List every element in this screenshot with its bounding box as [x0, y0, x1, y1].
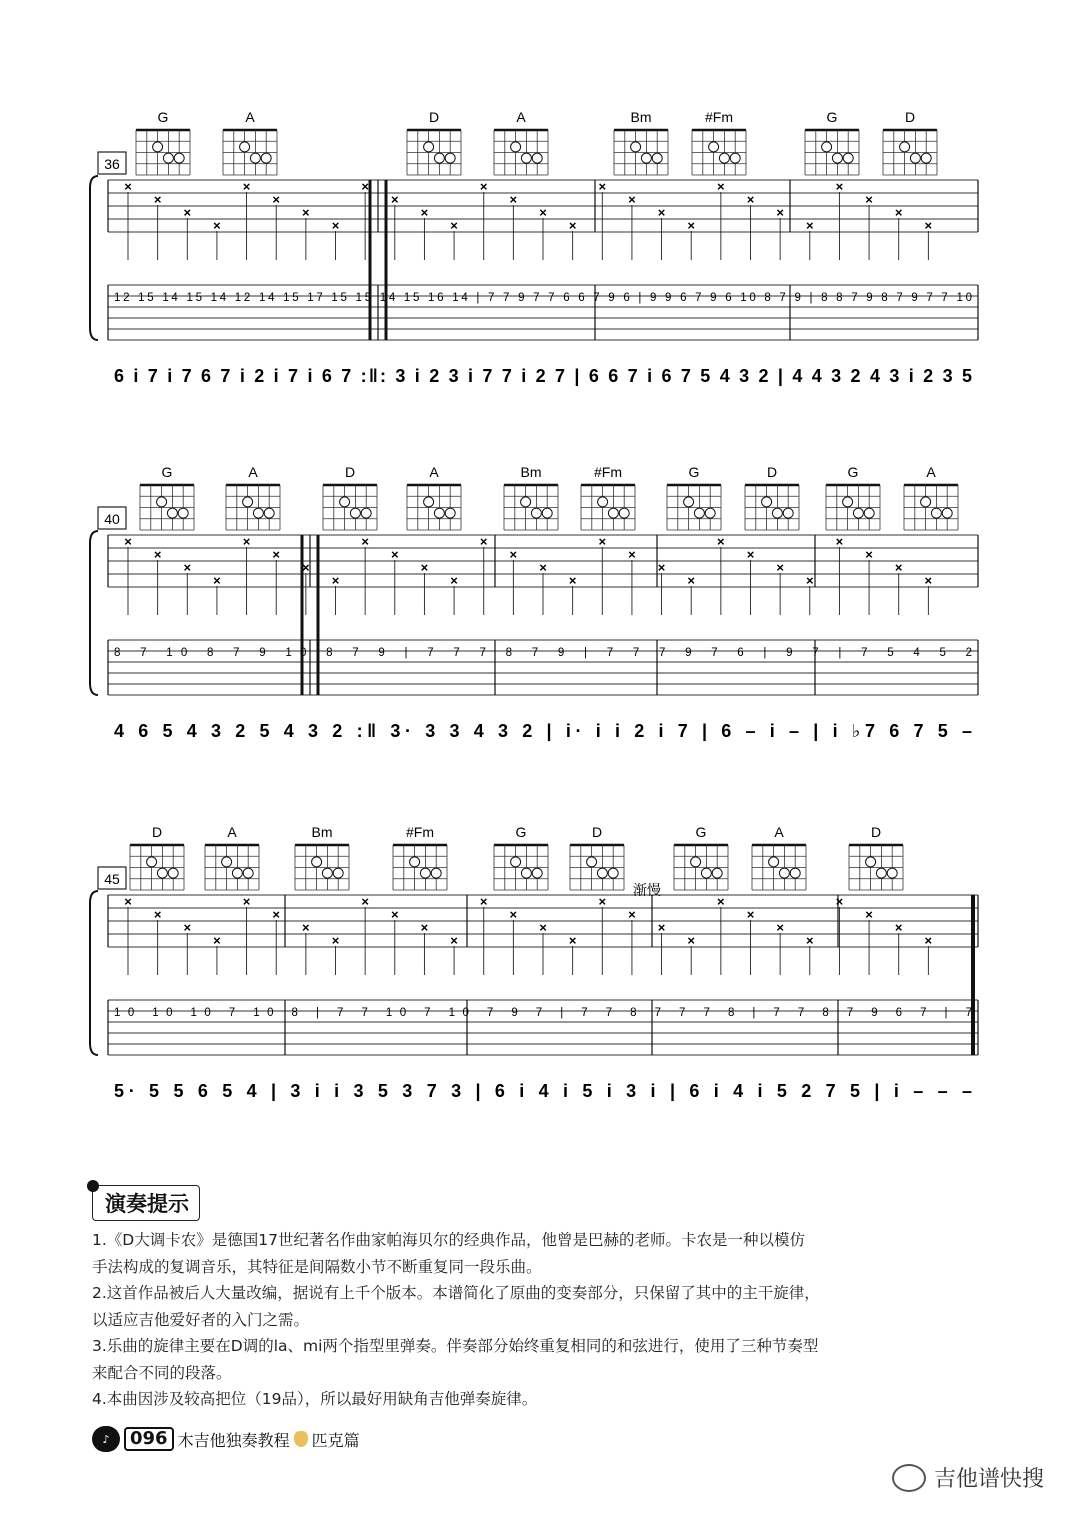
rhythm-notehead: ×: [420, 205, 429, 220]
rhythm-notehead: ×: [420, 560, 429, 575]
finger-dot: [153, 142, 163, 152]
chord-name: Bm: [520, 464, 542, 480]
chord-diagram: [130, 824, 184, 890]
tips-line: 2.这首作品被后人大量改编，据说有上千个版本。本谱简化了原曲的变奏部分，只保留了其中的主干旋律，: [92, 1284, 820, 1302]
chord-diagram: [295, 824, 349, 890]
rhythm-notehead: ×: [805, 573, 814, 588]
rhythm-notehead: ×: [717, 179, 725, 194]
chord-name: D: [870, 824, 882, 840]
rhythm-notehead: ×: [717, 534, 725, 549]
finger-dot: [445, 153, 455, 163]
finger-dot: [240, 142, 250, 152]
chord-name: A: [774, 824, 784, 840]
rhythm-notehead: ×: [687, 218, 696, 233]
chord-diagram: [494, 109, 548, 175]
tips-title: 演奏提示: [92, 1185, 200, 1221]
finger-dot: [597, 868, 607, 878]
finger-dot: [157, 868, 167, 878]
chord-diagram: [205, 824, 259, 890]
tips-line: 手法构成的复调音乐，其特征是间隔数小节不断重复同一段乐曲。: [92, 1257, 542, 1276]
rhythm-notehead: ×: [539, 560, 547, 575]
finger-dot: [853, 508, 863, 518]
rhythm-notehead: ×: [598, 894, 607, 909]
finger-dot: [253, 508, 263, 518]
chord-name: G: [515, 824, 527, 840]
chord-diagram: [692, 109, 746, 175]
rhythm-notehead: ×: [153, 547, 162, 562]
chord-name: G: [826, 109, 838, 125]
finger-dot: [783, 508, 793, 518]
tips-line: 4.本曲因涉及较高把位（19品），所以最好用缺角吉他弹奏旋律。: [92, 1390, 538, 1408]
finger-dot: [694, 508, 704, 518]
finger-dot: [900, 142, 910, 152]
chord-name: #Fm: [406, 824, 434, 840]
system: [90, 109, 978, 386]
chord-name: D: [591, 824, 603, 840]
system-brace: [90, 531, 98, 695]
rhythm-notehead: ×: [272, 907, 281, 922]
rhythm-notehead: ×: [924, 218, 933, 233]
finger-dot: [340, 497, 350, 507]
chord-diagram: [752, 824, 806, 890]
finger-dot: [779, 868, 789, 878]
chord-name: G: [847, 464, 859, 480]
chord-diagram: [581, 464, 635, 530]
finger-dot: [942, 508, 952, 518]
rhythm-notehead: ×: [746, 192, 755, 207]
finger-dot: [361, 508, 371, 518]
rhythm-notehead: ×: [598, 534, 607, 549]
rhythm-notehead: ×: [124, 894, 132, 909]
chord-diagram: [745, 464, 799, 530]
finger-dot: [350, 508, 360, 518]
chord-name: A: [926, 464, 936, 480]
finger-dot: [445, 508, 455, 518]
chord-diagram: [805, 109, 859, 175]
rhythm-notehead: ×: [894, 205, 903, 220]
performance-tips: [92, 1185, 992, 1413]
rhythm-notehead: ×: [865, 547, 873, 562]
rhythm-notehead: ×: [805, 933, 814, 948]
finger-dot: [243, 868, 253, 878]
rhythm-notehead: ×: [924, 573, 933, 588]
chord-diagram: [407, 109, 461, 175]
rhythm-notehead: ×: [776, 920, 784, 935]
rhythm-notehead: ×: [390, 192, 399, 207]
wechat-icon: [892, 1464, 926, 1492]
finger-dot: [931, 508, 941, 518]
finger-dot: [532, 153, 542, 163]
rhythm-notehead: ×: [272, 192, 281, 207]
chord-diagram: [904, 464, 958, 530]
finger-dot: [910, 153, 920, 163]
chord-diagram: [826, 464, 880, 530]
finger-dot: [174, 153, 184, 163]
finger-dot: [167, 508, 177, 518]
rhythm-notehead: ×: [361, 179, 369, 194]
rhythm-notehead: ×: [924, 933, 933, 948]
guitar-logo-icon: ♪: [92, 1426, 120, 1452]
rhythm-notehead: ×: [687, 933, 696, 948]
chord-diagram: [223, 109, 277, 175]
chord-diagram: [393, 824, 447, 890]
system-brace: [90, 891, 98, 1055]
chord-diagram: [226, 464, 280, 530]
rhythm-notehead: ×: [124, 534, 132, 549]
finger-dot: [608, 868, 618, 878]
rhythm-notehead: ×: [361, 534, 369, 549]
rhythm-notehead: ×: [479, 179, 488, 194]
finger-dot: [684, 497, 694, 507]
finger-dot: [587, 857, 597, 867]
finger-dot: [709, 142, 719, 152]
chord-name: Bm: [630, 109, 652, 125]
rhythm-notehead: ×: [894, 560, 903, 575]
rhythm-notehead: ×: [213, 933, 221, 948]
rhythm-notehead: ×: [628, 547, 636, 562]
rhythm-notehead: ×: [272, 547, 281, 562]
rhythm-notehead: ×: [242, 534, 251, 549]
finger-dot: [730, 153, 740, 163]
chord-diagram: [494, 824, 548, 890]
finger-dot: [631, 142, 641, 152]
finger-dot: [790, 868, 800, 878]
rhythm-notehead: ×: [390, 907, 399, 922]
rhythm-notehead: ×: [568, 933, 577, 948]
finger-dot: [250, 153, 260, 163]
finger-dot: [719, 153, 729, 163]
system: [90, 824, 978, 1101]
finger-dot: [322, 868, 332, 878]
page-footer: [92, 1426, 360, 1452]
rhythm-notehead: ×: [746, 547, 755, 562]
chord-diagram: [504, 464, 558, 530]
rhythm-notehead: ×: [450, 573, 458, 588]
tab-numbers: 12 15 14 15 14 12 14 15 17 15 15 14 15 16 14 | 7 7 9 7 7 6 6 7 9 6 | 9 9 6 7 9 6 10 8 7 9 | 8 8 7 9 8 7 9 7 7 10: [114, 292, 973, 304]
rhythm-notehead: ×: [331, 218, 340, 233]
finger-dot: [531, 508, 541, 518]
finger-dot: [712, 868, 722, 878]
rhythm-notehead: ×: [450, 933, 458, 948]
chord-name: A: [227, 824, 237, 840]
finger-dot: [147, 857, 157, 867]
chord-name: A: [245, 109, 255, 125]
rhythm-notehead: ×: [242, 179, 251, 194]
chord-diagram: [674, 824, 728, 890]
rhythm-notehead: ×: [657, 920, 666, 935]
rhythm-notehead: ×: [361, 894, 369, 909]
finger-dot: [921, 153, 931, 163]
finger-dot: [762, 497, 772, 507]
rhythm-notehead: ×: [183, 205, 192, 220]
chord-diagram: [323, 464, 377, 530]
finger-dot: [261, 153, 271, 163]
chord-name: D: [428, 109, 440, 125]
finger-dot: [542, 508, 552, 518]
tips-line: 来配合不同的段落。: [92, 1363, 232, 1382]
chord-name: G: [157, 109, 169, 125]
finger-dot: [521, 153, 531, 163]
finger-dot: [178, 508, 188, 518]
finger-dot: [168, 868, 178, 878]
measure-number: 36: [104, 156, 120, 172]
finger-dot: [864, 508, 874, 518]
finger-dot: [652, 153, 662, 163]
finger-dot: [264, 508, 274, 518]
chord-diagram: [140, 464, 194, 530]
rhythm-notehead: ×: [213, 573, 221, 588]
rhythm-notehead: ×: [302, 205, 310, 220]
chord-name: G: [161, 464, 173, 480]
rhythm-notehead: ×: [657, 560, 666, 575]
system-brace: [90, 176, 98, 340]
rhythm-notehead: ×: [835, 534, 844, 549]
rhythm-notehead: ×: [331, 573, 340, 588]
measure-number: 40: [104, 511, 120, 527]
chord-name: D: [766, 464, 778, 480]
rhythm-notehead: ×: [746, 907, 755, 922]
finger-dot: [434, 508, 444, 518]
rhythm-notehead: ×: [865, 192, 873, 207]
rhythm-notehead: ×: [509, 192, 518, 207]
numbered-notation: 6 i 7 i 7 6 7 i 2 i 7 i 6 7 :‖: 3 i 2 3 i 7 7 i 2 7 | 6 6 7 i 6 7 5 4 3 2 | 4 4 3 2 4 3 i 2 3 5: [114, 366, 973, 386]
finger-dot: [434, 153, 444, 163]
finger-dot: [521, 868, 531, 878]
chord-name: D: [151, 824, 163, 840]
rhythm-notehead: ×: [450, 218, 458, 233]
finger-dot: [921, 497, 931, 507]
numbered-notation: 5· 5 5 6 5 4 | 3 i i 3 5 3 7 3 | 6 i 4 i 5 i 3 i | 6 i 4 i 5 2 7 5 | i – – –: [114, 1081, 973, 1101]
rhythm-notehead: ×: [776, 560, 784, 575]
finger-dot: [701, 868, 711, 878]
tips-line: 以适应吉他爱好者的入门之需。: [92, 1310, 310, 1329]
numbered-notation: 4 6 5 4 3 2 5 4 3 2 :‖ 3· 3 3 4 3 2 | i· i i 2 i 7 | 6 – i – | i ♭7 6 7 5 –: [114, 721, 972, 741]
tips-line: 3.乐曲的旋律主要在D调的la、mi两个指型里弹奏。伴奏部分始终重复相同的和弦进行，使用了三种节奏型: [92, 1337, 819, 1355]
rhythm-notehead: ×: [153, 192, 162, 207]
rhythm-notehead: ×: [805, 218, 814, 233]
measure-number: 45: [104, 871, 120, 887]
watermark: [892, 1462, 1044, 1493]
finger-dot: [822, 142, 832, 152]
finger-dot: [641, 153, 651, 163]
finger-dot: [163, 153, 173, 163]
rhythm-notehead: ×: [390, 547, 399, 562]
chord-name: #Fm: [594, 464, 622, 480]
rhythm-notehead: ×: [213, 218, 221, 233]
chord-name: Bm: [311, 824, 333, 840]
finger-dot: [691, 857, 701, 867]
finger-dot: [876, 868, 886, 878]
rhythm-notehead: ×: [509, 547, 518, 562]
finger-dot: [598, 497, 608, 507]
finger-dot: [511, 142, 521, 152]
chord-name: A: [516, 109, 526, 125]
finger-dot: [424, 497, 434, 507]
rhythm-notehead: ×: [302, 560, 310, 575]
rhythm-notehead: ×: [628, 192, 636, 207]
tab-numbers: 10 10 10 7 10 8 | 7 7 10 7 10 7 9 7 | 7 7 8 7 7 7 8 | 7 7 8 7 9 6 7 | 7: [114, 1007, 972, 1019]
rhythm-notehead: ×: [568, 573, 577, 588]
rhythm-notehead: ×: [153, 907, 162, 922]
finger-dot: [705, 508, 715, 518]
finger-dot: [243, 497, 253, 507]
page-number: 096: [124, 1427, 174, 1451]
finger-dot: [608, 508, 618, 518]
rhythm-notehead: ×: [717, 894, 725, 909]
finger-dot: [619, 508, 629, 518]
book-subtitle: 匹克篇: [311, 1430, 360, 1450]
watermark-text: 吉他谱快搜: [933, 1467, 1044, 1492]
rhythm-notehead: ×: [331, 933, 340, 948]
finger-dot: [410, 857, 420, 867]
rhythm-notehead: ×: [124, 179, 132, 194]
finger-dot: [431, 868, 441, 878]
finger-dot: [532, 868, 542, 878]
rhythm-notehead: ×: [479, 894, 488, 909]
chord-name: A: [248, 464, 258, 480]
rhythm-notehead: ×: [687, 573, 696, 588]
ritardando-mark: 渐慢: [633, 882, 661, 898]
rhythm-notehead: ×: [628, 907, 636, 922]
finger-dot: [772, 508, 782, 518]
tab-numbers: 8 7 10 8 7 9 10 8 7 9 | 7 7 7 8 7 9 | 7 7 7 9 7 6 | 9 7 | 7 5 4 5 2: [114, 647, 973, 659]
chord-diagram: [570, 824, 624, 890]
finger-dot: [222, 857, 232, 867]
chord-name: G: [688, 464, 700, 480]
rhythm-notehead: ×: [183, 560, 192, 575]
pick-icon: [294, 1431, 308, 1447]
chord-diagram: [136, 109, 190, 175]
book-title: 木吉他独奏教程: [177, 1430, 290, 1450]
chord-name: #Fm: [705, 109, 733, 125]
rhythm-notehead: ×: [835, 179, 844, 194]
rhythm-notehead: ×: [894, 920, 903, 935]
finger-dot: [843, 153, 853, 163]
chord-name: A: [429, 464, 439, 480]
finger-dot: [420, 868, 430, 878]
finger-dot: [511, 857, 521, 867]
finger-dot: [424, 142, 434, 152]
chord-diagram: [849, 824, 903, 890]
rhythm-notehead: ×: [598, 179, 607, 194]
rhythm-notehead: ×: [776, 205, 784, 220]
chord-name: D: [344, 464, 356, 480]
finger-dot: [521, 497, 531, 507]
rhythm-notehead: ×: [242, 894, 251, 909]
finger-dot: [157, 497, 167, 507]
finger-dot: [887, 868, 897, 878]
rhythm-notehead: ×: [302, 920, 310, 935]
finger-dot: [769, 857, 779, 867]
chord-name: G: [695, 824, 707, 840]
chord-diagram: [614, 109, 668, 175]
rhythm-notehead: ×: [568, 218, 577, 233]
finger-dot: [333, 868, 343, 878]
rhythm-notehead: ×: [539, 920, 547, 935]
finger-dot: [866, 857, 876, 867]
rhythm-notehead: ×: [509, 907, 518, 922]
finger-dot: [312, 857, 322, 867]
rhythm-notehead: ×: [865, 907, 873, 922]
finger-dot: [843, 497, 853, 507]
tips-body: [92, 1227, 992, 1413]
rhythm-notehead: ×: [835, 894, 844, 909]
chord-diagram: [407, 464, 461, 530]
rhythm-notehead: ×: [539, 205, 547, 220]
chord-diagram: [883, 109, 937, 175]
rhythm-notehead: ×: [657, 205, 666, 220]
chord-diagram: [667, 464, 721, 530]
chord-name: D: [904, 109, 916, 125]
finger-dot: [232, 868, 242, 878]
rhythm-notehead: ×: [183, 920, 192, 935]
tips-line: 1.《D大调卡农》是德国17世纪著名作曲家帕海贝尔的经典作品，他曾是巴赫的老师。卡农是一种以模仿: [92, 1231, 805, 1249]
rhythm-notehead: ×: [479, 534, 488, 549]
system: [90, 464, 978, 741]
finger-dot: [832, 153, 842, 163]
rhythm-notehead: ×: [420, 920, 429, 935]
